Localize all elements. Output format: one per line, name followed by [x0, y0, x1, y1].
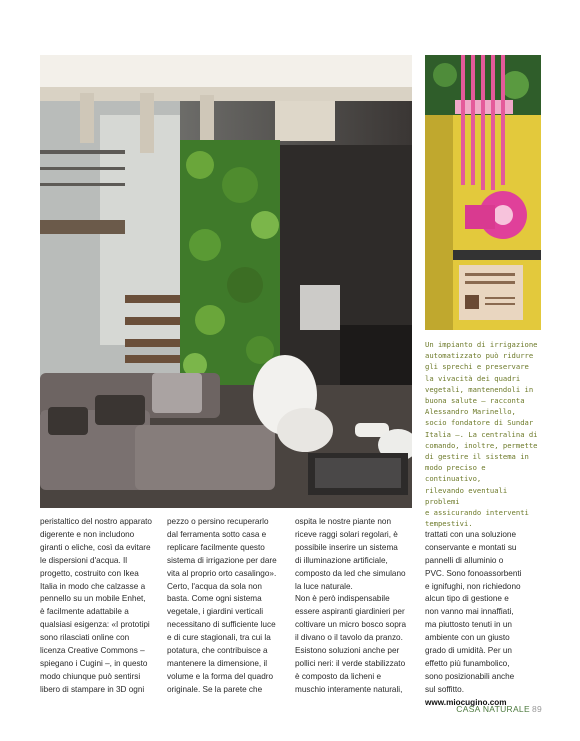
living-room-vertical-garden-photo — [40, 55, 412, 508]
body-column-3: ospita le nostre piante non riceve raggi solari regolari, è possibile inserire un sistema di illuminazione artificiale, composto da led che simulano la luce naturale. Non è però indispensabile essere aspiranti giardinieri per coltivare un micro bosco sopra il divano o il tavolo da pranzo. Esistono soluzioni anche per pollici neri: il verde stabilizzato è composto da licheni e muschio interamente naturali, — [295, 517, 407, 694]
body-column-4 — [425, 516, 543, 723]
photo-caption: Un impianto di irrigazione automatizzato può ridurre gli sprechi e preservare la vivacità dei quadri vegetali, mantenendoli in buona salute – racconta Alessandro Marinello, socio fondatore di Sundar Italia –. La centralina di comando, inoltre, permette di gestire il sistema in modo preciso e continuativo, rilevando eventuali problemi e assicurando interventi tempestivi. — [425, 340, 538, 529]
magazine-name: CASA NATURALE — [456, 704, 530, 714]
body-column-1: peristaltico del nostro apparato digerente e non includono giranti o eliche, così da evitare le dispersioni d'acqua. Il progetto, costruito con Ikea Italia in modo che calzasse a pennello su un mobile Enhet, è facilmente adattabile a qualsiasi esigenza: «I prototipi sono rilasciati online con licenza Creative Commons – spiegano i Cugini –, in questo modo chiunque può sentirsi libero di stampare in 3D ogni — [40, 517, 152, 694]
website-link[interactable]: www.miocugino.com — [425, 697, 507, 707]
irrigation-control-unit-photo — [425, 55, 541, 330]
page-number: 89 — [531, 704, 542, 714]
body-column-4-text: trattati con una soluzione conservante e montati su pannelli di alluminio o PVC. Sono fonoassorbenti e ignifughi, non richiedono alcun tipo di gestione e non vanno mai innaffiati, ma piuttosto tenuti in un ambiente con un giusto grado di umidità. Per un effetto più funambolico, sono posizionabili anche sul soffitto. — [425, 529, 522, 694]
page-footer — [438, 704, 542, 714]
body-column-2: pezzo o persino recuperarlo dal ferramenta sotto casa e replicare facilmente questo sistema di irrigazione per dare vita al proprio orto casalingo». Certo, l'acqua da sola non basta. Come ogni sistema vegetale, i giardini verticali necessitano di sufficiente luce e di cure stagionali, tra cui la potatura, che contribuisce a mantenere la dimensione, il volume e la forma del quadro originale. Se la parete che — [167, 517, 277, 694]
